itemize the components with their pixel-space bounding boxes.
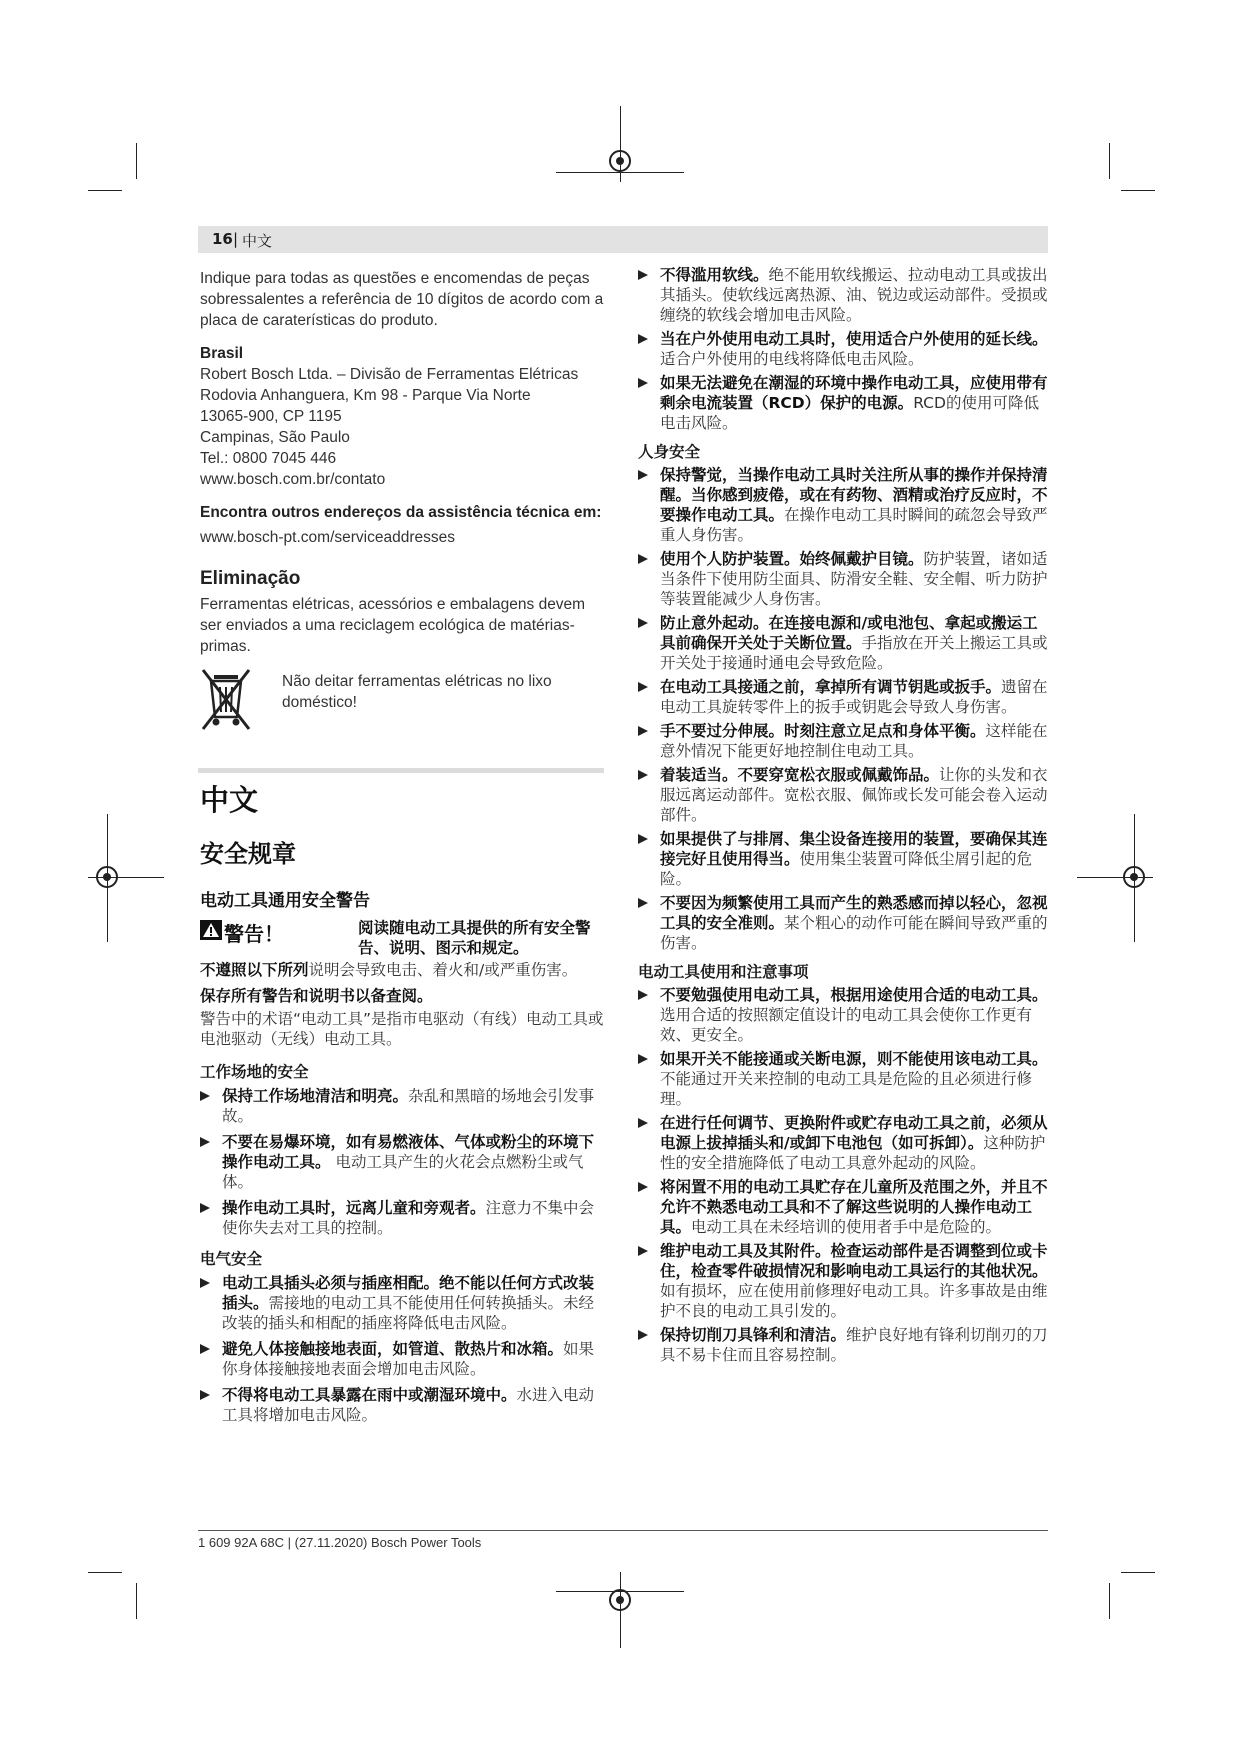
left-column-chinese (200, 960, 605, 1425)
bullet-icon (638, 1054, 648, 1064)
term-definition-text: 警告中的术语“电动工具”是指市电驱动（有线）电动工具或电池驱动（无线）电动工具。 (200, 1010, 604, 1048)
brasil-line: Robert Bosch Ltda. – Divisão de Ferramentas Elétricas (200, 366, 579, 383)
list-item: 使用个人防护装置。始终佩戴护目镜。防护装置，诸如适当条件下使用防尘面具、防滑安全鞋、安全帽、听力防护等装置能减少人身伤害。 (638, 549, 1050, 609)
header-language: 中文 (242, 232, 273, 250)
bullet-icon (638, 834, 648, 844)
header-divider: | (233, 230, 239, 248)
list-item: 当在户外使用电动工具时，使用适合户外使用的延长线。适合户外使用的电线将降低电击风险。 (638, 329, 1050, 369)
bullet-icon (200, 1091, 210, 1101)
bullet-icon (638, 682, 648, 692)
list-item: 如果开关不能接通或关断电源，则不能使用该电动工具。不能通过开关来控制的电动工具是危险的且必须进行修理。 (638, 1049, 1050, 1109)
crop-mark-tl-h (88, 190, 122, 191)
electrical-safety-title: 电气安全 (200, 1250, 263, 1268)
personal-safety-title: 人身安全 (638, 443, 701, 461)
reg-line-top-h (556, 172, 684, 173)
list-item: 如果提供了与排屑、集尘设备连接用的装置，要确保其连接完好且使用得当。使用集尘装置可降低尘屑引起的危险。 (638, 829, 1050, 889)
warning-triangle-icon (200, 920, 222, 940)
parts-intro: Indique para todas as questões e encomendas de peças sobressalentes a referência de 10 dígitos de acordo com a placa de caraterísticas do produto. (200, 270, 604, 329)
waste-bin-notice (200, 667, 605, 747)
section-separator (198, 768, 604, 773)
bullet-icon (638, 898, 648, 908)
bullet-icon (638, 1182, 648, 1192)
list-item: 着装适当。不要穿宽松衣服或佩戴饰品。让你的头发和衣服远离运动部件。宽松衣服、佩饰或长发可能会卷入运动部件。 (638, 765, 1050, 825)
other-addresses-title: Encontra outros endereços da assistência técnica em: (200, 504, 602, 521)
right-column-chinese (638, 265, 1050, 1365)
brasil-url: www.bosch.com.br/contato (200, 471, 386, 488)
list-item: 电动工具插头必须与插座相配。绝不能以任何方式改装插头。需接地的电动工具不能使用任何转换插头。未经改装的插头和相配的插座将降低电击风险。 (200, 1273, 605, 1333)
elimination-text: Ferramentas elétricas, acessórios e embalagens devem ser enviados a uma reciclagem ecológica de matérias-primas. (200, 596, 586, 655)
registration-mark-left-icon (96, 866, 118, 888)
list-item: 在电动工具接通之前，拿掉所有调节钥匙或扳手。遗留在电动工具旋转零件上的扳手或钥匙会导致人身伤害。 (638, 677, 1050, 717)
keep-instructions-text: 保存所有警告和说明书以备查阅。 (200, 987, 433, 1005)
list-item: 维护电动工具及其附件。检查运动部件是否调整到位或卡住，检查零件破损情况和影响电动工具运行的其他状况。如有损坏，应在使用前修理好电动工具。许多事故是由维护不良的电动工具引发的。 (638, 1241, 1050, 1321)
list-item: 不要因为频繁使用工具而产生的熟悉感而掉以轻心，忽视工具的安全准则。某个粗心的动作可能在瞬间导致严重的伤害。 (638, 893, 1050, 953)
footer-rule (198, 1530, 1048, 1531)
crop-mark-tr-h (1121, 190, 1155, 191)
list-item: 将闲置不用的电动工具贮存在儿童所及范围之外，并且不允许不熟悉电动工具和不了解这些说明的人操作电动工具。电动工具在未经培训的使用者手中是危险的。 (638, 1177, 1050, 1237)
registration-mark-bottom-icon (609, 1589, 631, 1611)
list-item: 在进行任何调节、更换附件或贮存电动工具之前，必须从电源上拔掉插头和/或卸下电池包（如可拆卸）。这种防护性的安全措施降低了电动工具意外起动的风险。 (638, 1113, 1050, 1173)
crossed-bin-icon (200, 667, 252, 737)
crop-mark-bl-v (136, 1583, 137, 1619)
brasil-line: Tel.: 0800 7045 446 (200, 450, 337, 467)
page-footer: 1 609 92A 68C | (27.11.2020) Bosch Power Tools (198, 1535, 482, 1550)
general-warning-paragraph: 不遵照以下所列说明会导致电击、着火和/或严重伤害。 (200, 961, 578, 979)
list-item: 不得滥用软线。绝不能用软线搬运、拉动电动工具或拔出其插头。使软线远离热源、油、锐边或运动部件。受损或缠绕的软线会增加电击风险。 (638, 265, 1050, 325)
registration-mark-right-icon (1123, 866, 1145, 888)
crop-mark-br-h (1121, 1572, 1155, 1573)
bullet-icon (638, 770, 648, 780)
list-item: 保持警觉，当操作电动工具时关注所从事的操作并保持清醒。当你感到疲倦，或在有药物、酒精或治疗反应时，不要操作电动工具。在操作电动工具时瞬间的疏忽会导致严重人身伤害。 (638, 465, 1050, 545)
crop-mark-tl-v (136, 143, 137, 179)
elimination-title: Eliminação (200, 568, 301, 589)
crop-mark-tr-v (1109, 143, 1110, 179)
warning-label: 警告！ (224, 922, 284, 946)
crop-mark-br-v (1109, 1583, 1110, 1619)
bullet-icon (638, 378, 648, 388)
bullet-icon (638, 554, 648, 564)
bullet-icon (200, 1203, 210, 1213)
bullet-icon (200, 1390, 210, 1400)
warning-text: 阅读随电动工具提供的所有安全警告、说明、图示和规定。 (358, 919, 591, 957)
bullet-icon (638, 470, 648, 480)
bullet-icon (638, 1330, 648, 1340)
bullet-icon (638, 990, 648, 1000)
brasil-title: Brasil (200, 345, 244, 362)
bullet-icon (638, 618, 648, 628)
registration-mark-top-icon (609, 150, 631, 172)
bullet-icon (200, 1278, 210, 1288)
bullet-icon (638, 1246, 648, 1256)
list-item: 不要在易爆环境，如有易燃液体、气体或粉尘的环境下操作电动工具。 电动工具产生的火花会点燃粉尘或气体。 (200, 1132, 605, 1192)
list-item: 避免人体接触接地表面，如管道、散热片和冰箱。如果你身体接触接地表面会增加电击风险。 (200, 1339, 605, 1379)
list-item: 防止意外起动。在连接电源和/或电池包、拿起或搬运工具前确保开关处于关断位置。手指放在开关上搬运工具或开关处于接通时通电会导致危险。 (638, 613, 1050, 673)
safety-rules-title: 安全规章 (200, 840, 296, 868)
list-item: 手不要过分伸展。时刻注意立足点和身体平衡。这样能在意外情况下能更好地控制住电动工具。 (638, 721, 1050, 761)
waste-bin-text: Não deitar ferramentas elétricas no lixo doméstico! (282, 673, 552, 711)
general-warning-title: 电动工具通用安全警告 (200, 891, 370, 911)
page-number: 16 (212, 230, 233, 248)
list-item: 保持工作场地清洁和明亮。杂乱和黑暗的场地会引发事故。 (200, 1086, 605, 1126)
brasil-line: 13065-900, CP 1195 (200, 408, 342, 425)
brasil-line: Rodovia Anhanguera, Km 98 - Parque Via Norte (200, 387, 531, 404)
bullet-icon (200, 1137, 210, 1147)
bullet-icon (200, 1344, 210, 1354)
work-area-title: 工作场地的安全 (200, 1063, 309, 1081)
bullet-icon (638, 1118, 648, 1128)
warning-block (200, 918, 605, 960)
list-item: 保持切削刀具锋利和清洁。维护良好地有锋利切削刃的刀具不易卡住而且容易控制。 (638, 1325, 1050, 1365)
list-item: 不得将电动工具暴露在雨中或潮湿环境中。水进入电动工具将增加电击风险。 (200, 1385, 605, 1425)
bullet-icon (638, 270, 648, 280)
list-item: 操作电动工具时，远离儿童和旁观者。注意力不集中会使你失去对工具的控制。 (200, 1198, 605, 1238)
brasil-line: Campinas, São Paulo (200, 429, 350, 446)
tool-use-title: 电动工具使用和注意事项 (638, 963, 809, 981)
bullet-icon (638, 334, 648, 344)
list-item: 如果无法避免在潮湿的环境中操作电动工具，应使用带有剩余电流装置（RCD）保护的电源。RCD的使用可降低电击风险。 (638, 373, 1050, 433)
left-column-portuguese (200, 268, 605, 747)
bullet-icon (638, 726, 648, 736)
list-item: 不要勉强使用电动工具，根据用途使用合适的电动工具。选用合适的按照额定值设计的电动工具会使你工作更有效、更安全。 (638, 985, 1050, 1045)
crop-mark-bl-h (88, 1572, 122, 1573)
chinese-section-title: 中文 (200, 783, 259, 817)
other-addresses-url: www.bosch-pt.com/serviceaddresses (200, 529, 455, 546)
page-header (198, 226, 1048, 253)
